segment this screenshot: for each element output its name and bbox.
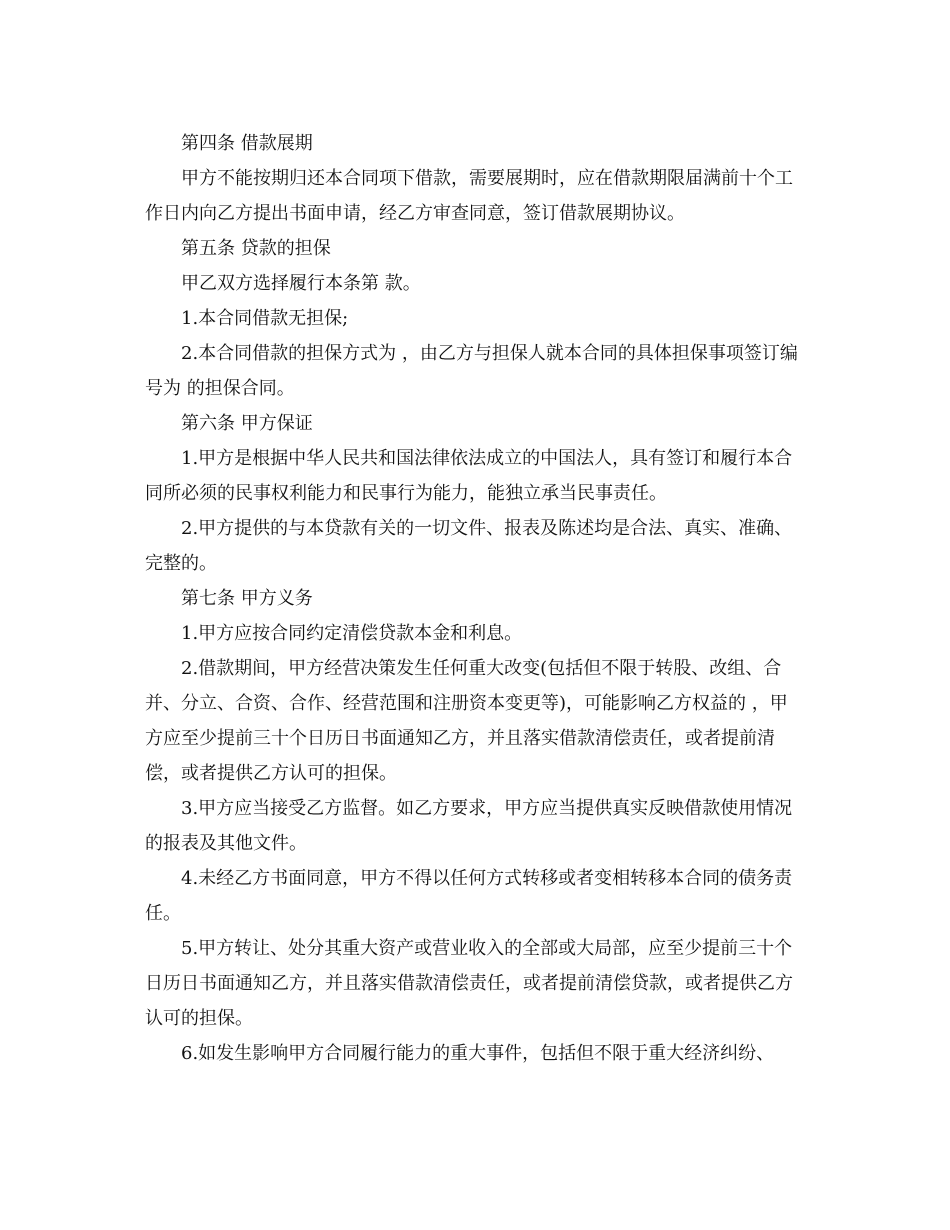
document-body: [145, 126, 805, 1071]
article-5-item-1: 1.本合同借款无担保;: [181, 308, 349, 329]
article-7-item-3: 3.甲方应当接受乙方监督。如乙方要求，甲方应当提供真实反映借款使用情况的报表及其他文件。: [145, 798, 793, 854]
article-6-heading: 第六条 甲方保证: [181, 413, 313, 434]
article-5-item-2: 2.本合同借款的担保方式为 ，由乙方与担保人就本合同的具体担保事项签订编号为 的担保合同。: [145, 343, 798, 399]
article-5-choice: 甲乙双方选择履行本条第 款。: [181, 273, 421, 294]
article-6-item-1: 1.甲方是根据中华人民共和国法律依法成立的中国法人，具有签订和履行本合同所必须的民事权利能力和民事行为能力，能独立承当民事责任。: [145, 448, 793, 504]
article-7-item-1: 1.甲方应按合同约定清偿贷款本金和利息。: [181, 623, 523, 644]
article-7-heading: 第七条 甲方义务: [181, 588, 313, 609]
article-4-heading: 第四条 借款展期: [181, 133, 313, 154]
article-6-item-2: 2.甲方提供的与本贷款有关的一切文件、报表及陈述均是合法、真实、准确、完整的。: [145, 518, 793, 574]
article-5-heading: 第五条 贷款的担保: [181, 238, 331, 259]
article-4-paragraph: 甲方不能按期归还本合同项下借款，需要展期时，应在借款期限届满前十个工作日内向乙方提出书面申请，经乙方审查同意，签订借款展期协议。: [145, 168, 793, 224]
article-7-item-4: 4.未经乙方书面同意，甲方不得以任何方式转移或者变相转移本合同的债务责任。: [145, 868, 793, 924]
article-7-item-2: 2.借款期间，甲方经营决策发生任何重大改变(包括但不限于转股、改组、合并、分立、合资、合作、经营范围和注册资本变更等)，可能影响乙方权益的 ，甲方应至少提前三十个日历日书面通知乙方，并且落实借款清偿责任，或者提前清偿，或者提供乙方认可的担保。: [145, 658, 788, 784]
article-7-item-6: 6.如发生影响甲方合同履行能力的重大事件，包括但不限于重大经济纠纷、: [181, 1043, 775, 1064]
article-7-item-5: 5.甲方转让、处分其重大资产或营业收入的全部或大局部，应至少提前三十个日历日书面通知乙方，并且落实借款清偿责任，或者提前清偿贷款，或者提供乙方认可的担保。: [145, 938, 793, 1029]
